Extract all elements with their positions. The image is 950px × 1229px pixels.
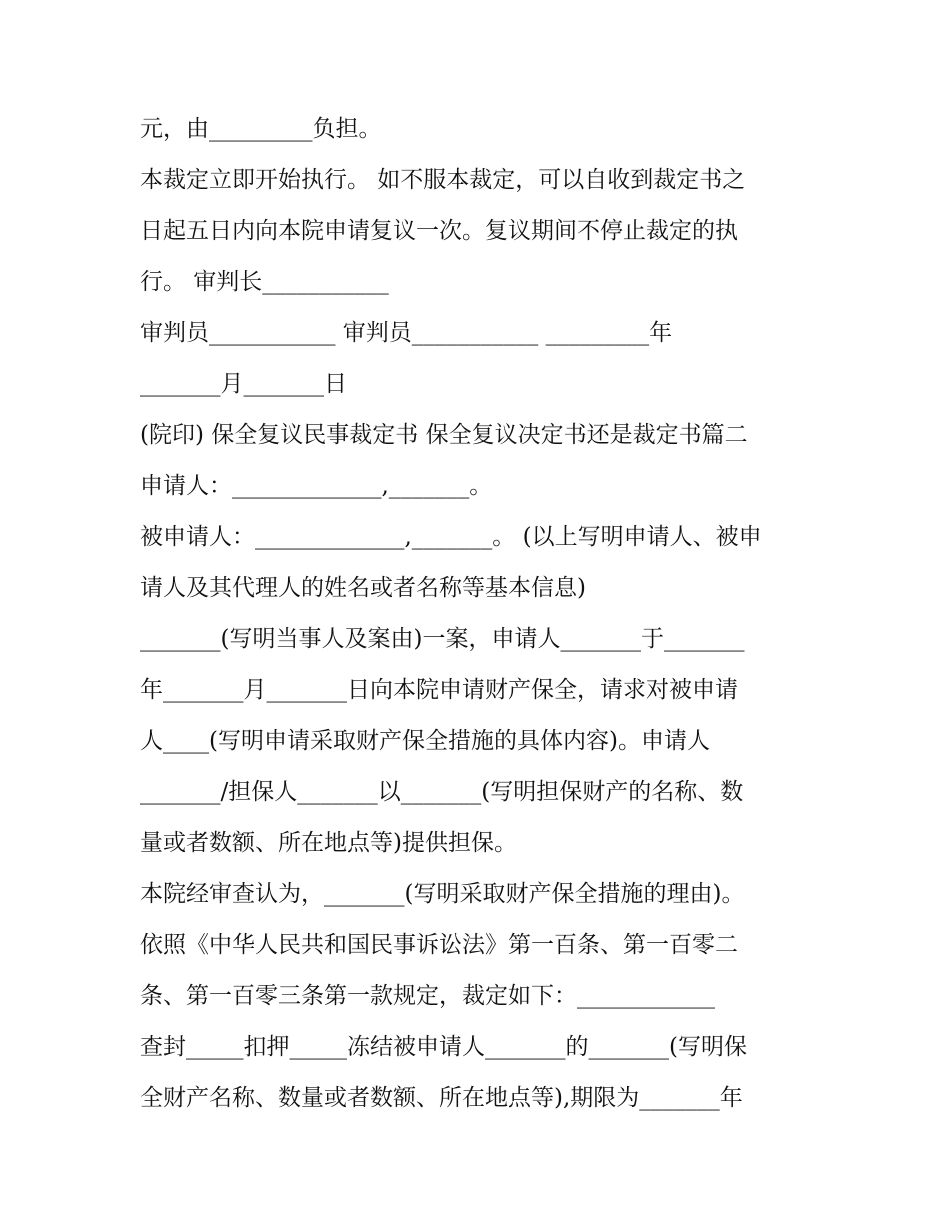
text-line: 行。 审判长___________: [140, 269, 389, 295]
text-line: 本院经审查认为，_______(写明采取财产保全措施的理由)。: [140, 881, 745, 907]
text-line: 人____(写明申请采取财产保全措施的具体内容)。申请人: [140, 728, 710, 754]
text-line: 量或者数额、所在地点等)提供担保。: [140, 830, 517, 856]
text-line: 请人及其代理人的姓名或者名称等基本信息): [140, 575, 586, 601]
text-line: 元，由_________负担。: [140, 116, 382, 142]
text-line: 日起五日内向本院申请复议一次。复议期间不停止裁定的执: [140, 218, 738, 244]
text-line: (院印) 保全复议民事裁定书 保全复议决定书还是裁定书篇二: [140, 422, 748, 448]
text-line: 条、第一百零三条第一款规定，裁定如下：____________: [140, 983, 715, 1009]
text-line: _______(写明当事人及案由)一案，申请人_______于_______: [140, 626, 745, 652]
text-line: 被申请人：_____________,_______。 (以上写明申请人、被申: [140, 524, 762, 550]
text-line: 查封_____扣押_____冻结被申请人_______的_______(写明保: [140, 1034, 747, 1060]
text-line: _______月_______日: [140, 371, 347, 397]
text-line: 依照《中华人民共和国民事诉讼法》第一百条、第一百零二: [140, 932, 738, 958]
text-line: 年_______月_______日向本院申请财产保全，请求对被申请: [140, 677, 738, 703]
text-line: 审判员___________ 审判员___________ _________年: [140, 320, 673, 346]
document-body: [140, 104, 820, 1124]
text-line: _______/担保人_______以_______(写明担保财产的名称、数: [140, 779, 744, 805]
text-line: 本裁定立即开始执行。 如不服本裁定，可以自收到裁定书之: [140, 167, 746, 193]
text-line: 全财产名称、数量或者数额、所在地点等),期限为_______年: [140, 1085, 743, 1111]
text-line: 申请人：_____________,_______。: [140, 473, 493, 499]
